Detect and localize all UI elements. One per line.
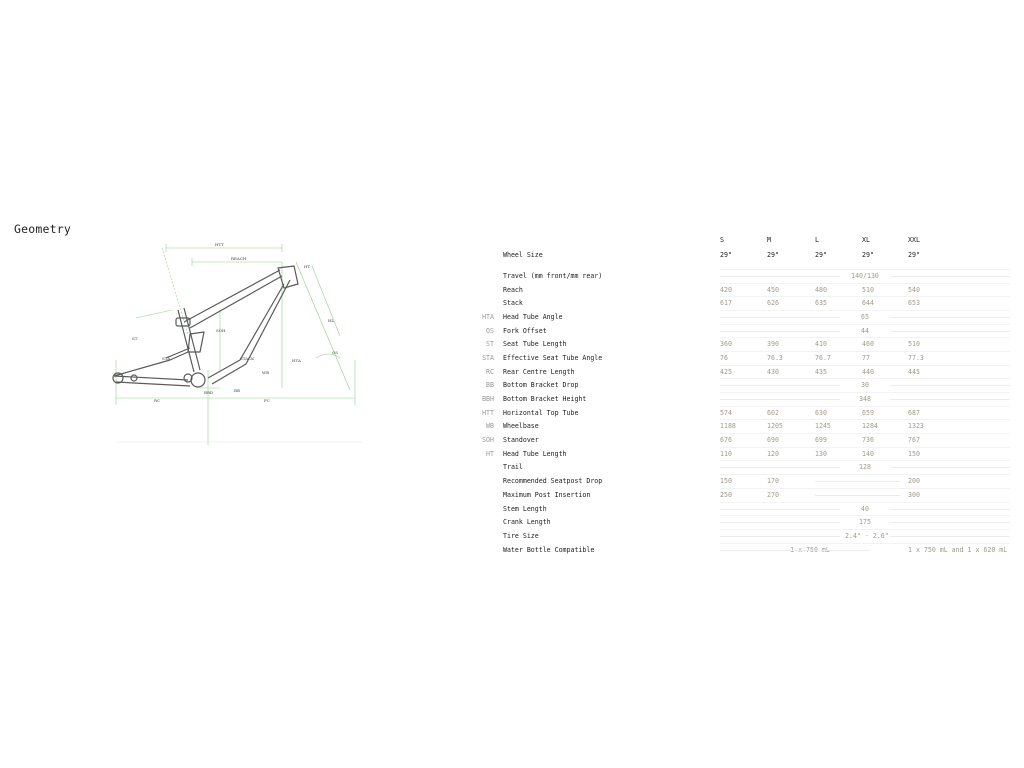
row-label: Travel (mm front/mm rear) xyxy=(503,272,603,280)
row-label: Crank Length xyxy=(503,518,551,526)
value-cell-xl: 140 xyxy=(862,450,874,458)
geometry-row xyxy=(0,544,1024,557)
span-line xyxy=(720,550,870,551)
value-cell-xxl: 200 xyxy=(908,477,920,485)
span-line xyxy=(890,317,1010,318)
value-cell-m: 29" xyxy=(767,251,779,259)
geometry-row xyxy=(0,461,1024,474)
value-cell-s: 617 xyxy=(720,299,732,307)
value-cell-s: 110 xyxy=(720,450,732,458)
value-cell-xl: 736 xyxy=(862,436,874,444)
span-line xyxy=(720,276,840,277)
value-cell-m: 390 xyxy=(767,340,779,348)
value-cell-m: 170 xyxy=(767,477,779,485)
diagram-label-soh: SOH xyxy=(216,328,226,333)
row-label: Tire Size xyxy=(503,532,539,540)
row-divider xyxy=(720,351,1010,352)
geometry-row xyxy=(0,379,1024,392)
value-cell-xl: 77 xyxy=(862,354,870,362)
size-header-l: L xyxy=(815,236,819,244)
row-label: Standover xyxy=(503,436,539,444)
value-cell-s: 360 xyxy=(720,340,732,348)
value-cell-m: 602 xyxy=(767,409,779,417)
value-cell-l: 76.7 xyxy=(815,354,831,362)
value-cell-xl: 644 xyxy=(862,299,874,307)
span-line xyxy=(890,331,1010,332)
value-cell-l: 480 xyxy=(815,286,827,294)
value-cell-l: 699 xyxy=(815,436,827,444)
row-label: Bottom Bracket Drop xyxy=(503,381,579,389)
row-abbreviation: HT xyxy=(486,450,494,458)
size-header-s: S xyxy=(720,236,724,244)
row-label: Stem Length xyxy=(503,505,547,513)
geometry-row xyxy=(0,530,1024,543)
value-cell-xl: 510 xyxy=(862,286,874,294)
value-cell-l: 410 xyxy=(815,340,827,348)
value-cell-s: 425 xyxy=(720,368,732,376)
span-line xyxy=(720,536,840,537)
span-line xyxy=(890,509,1010,510)
row-abbreviation: SOH xyxy=(482,436,494,444)
span-line xyxy=(720,331,840,332)
row-label: Bottom Bracket Height xyxy=(503,395,587,403)
row-abbreviation: RC xyxy=(486,368,494,376)
span-line xyxy=(890,399,1010,400)
value-cell-l: 635 xyxy=(815,299,827,307)
value-cell-xxl: 1323 xyxy=(908,422,924,430)
value-cell-xxl: 29" xyxy=(908,251,920,259)
diagram-label-wb: WB xyxy=(262,370,270,375)
row-divider xyxy=(720,283,1010,284)
diagram-label-ht: HT xyxy=(304,264,311,269)
row-divider xyxy=(720,406,1010,407)
value-cell-xxl: 150 xyxy=(908,450,920,458)
row-label: Wheel Size xyxy=(503,251,543,259)
row-label: Head Tube Length xyxy=(503,450,567,458)
value-cell-m: 690 xyxy=(767,436,779,444)
row-label: Rear Centre Length xyxy=(503,368,575,376)
row-divider xyxy=(720,488,1010,489)
row-abbreviation: BBH xyxy=(482,395,494,403)
row-divider xyxy=(720,324,1010,325)
shared-value: 128 xyxy=(859,463,871,471)
row-label: Wheelbase xyxy=(503,422,539,430)
geometry-row xyxy=(0,420,1024,433)
row-divider xyxy=(720,378,1010,379)
diagram-label-reach: REACH xyxy=(231,256,247,261)
row-label: Effective Seat Tube Angle xyxy=(503,354,603,362)
value-cell-s: 150 xyxy=(720,477,732,485)
value-cell-m: 76.3 xyxy=(767,354,783,362)
diagram-label-bb: BB xyxy=(234,388,240,393)
span-line xyxy=(890,276,1010,277)
diagram-label-os: OS xyxy=(332,350,339,355)
value-cell-xxl: 445 xyxy=(908,368,920,376)
diagram-label-fc: FC xyxy=(264,398,270,403)
row-abbreviation: HTT xyxy=(482,409,494,417)
value-cell-l: 130 xyxy=(815,450,827,458)
row-divider xyxy=(720,337,1010,338)
value-cell-xxl: 653 xyxy=(908,299,920,307)
span-line xyxy=(720,399,840,400)
row-divider xyxy=(720,543,1010,544)
size-header-xxl: XXL xyxy=(908,236,920,244)
shared-value: 1 x 750 mL and 1 x 620 mL xyxy=(908,546,1008,554)
value-cell-xxl: 77.3 xyxy=(908,354,924,362)
shared-value: 2.4" - 2.6" xyxy=(845,532,889,540)
value-cell-xxl: 510 xyxy=(908,340,920,348)
span-line xyxy=(720,317,840,318)
value-cell-l: 1245 xyxy=(815,422,831,430)
row-label: Stack xyxy=(503,299,523,307)
geometry-row xyxy=(0,338,1024,351)
shared-value: 40 xyxy=(861,505,869,513)
row-label: Horizontal Top Tube xyxy=(503,409,579,417)
value-cell-s: 250 xyxy=(720,491,732,499)
value-cell-m: 430 xyxy=(767,368,779,376)
row-divider xyxy=(720,515,1010,516)
diagram-label-sta: STA xyxy=(162,356,171,361)
value-cell-xl: 29" xyxy=(862,251,874,259)
shared-value: 30 xyxy=(861,381,869,389)
row-abbreviation: OS xyxy=(486,327,494,335)
span-line xyxy=(890,385,1010,386)
shared-value: 44 xyxy=(861,327,869,335)
span-line xyxy=(890,467,1010,468)
value-cell-xl: 659 xyxy=(862,409,874,417)
diagram-label-rc: RC xyxy=(154,398,161,403)
row-abbreviation: ST xyxy=(486,340,494,348)
row-label: Head Tube Angle xyxy=(503,313,563,321)
size-header-m: M xyxy=(767,236,771,244)
value-cell-l: 29" xyxy=(815,251,827,259)
value-cell-m: 450 xyxy=(767,286,779,294)
shared-value: 140/130 xyxy=(851,272,879,280)
row-label: Trail xyxy=(503,463,523,471)
page-title: Geometry xyxy=(14,222,71,236)
geometry-row xyxy=(0,270,1024,283)
shared-value: 348 xyxy=(859,395,871,403)
diagram-label-stack: STACK xyxy=(240,356,255,361)
value-cell-s: 420 xyxy=(720,286,732,294)
row-divider xyxy=(720,296,1010,297)
row-divider xyxy=(720,474,1010,475)
span-line xyxy=(890,522,1010,523)
geometry-row xyxy=(0,352,1024,365)
row-divider xyxy=(720,460,1010,461)
value-cell-s: 1188 xyxy=(720,422,736,430)
value-cell-m: 1205 xyxy=(767,422,783,430)
span-line xyxy=(720,467,840,468)
shared-value: 1 x 750 mL xyxy=(790,546,830,554)
diagram-label-st: ST xyxy=(132,336,138,341)
row-divider xyxy=(720,310,1010,311)
row-label: Maximum Post Insertion xyxy=(503,491,591,499)
value-cell-l: 630 xyxy=(815,409,827,417)
size-header-xl: XL xyxy=(862,236,870,244)
value-cell-m: 626 xyxy=(767,299,779,307)
row-abbreviation: BB xyxy=(486,381,494,389)
value-cell-xxl: 767 xyxy=(908,436,920,444)
value-cell-s: 29" xyxy=(720,251,732,259)
value-cell-s: 574 xyxy=(720,409,732,417)
row-divider xyxy=(720,502,1010,503)
span-line xyxy=(815,481,900,482)
value-cell-s: 676 xyxy=(720,436,732,444)
row-divider xyxy=(720,433,1010,434)
diagram-label-hta: HTA xyxy=(292,358,301,363)
geometry-row xyxy=(0,516,1024,529)
diagram-label-htt: HTT xyxy=(215,242,224,247)
span-line xyxy=(890,536,1010,537)
span-line xyxy=(720,509,840,510)
row-abbreviation: WB xyxy=(486,422,494,430)
geometry-row xyxy=(0,475,1024,488)
span-line xyxy=(720,385,840,386)
geometry-row xyxy=(0,311,1024,324)
value-cell-m: 120 xyxy=(767,450,779,458)
diagram-label-bbd: BBD xyxy=(204,390,214,395)
row-divider xyxy=(720,269,1010,270)
geometry-row xyxy=(0,489,1024,502)
row-divider xyxy=(720,529,1010,530)
value-cell-m: 270 xyxy=(767,491,779,499)
value-cell-xl: 440 xyxy=(862,368,874,376)
value-cell-xxl: 687 xyxy=(908,409,920,417)
value-cell-xl: 460 xyxy=(862,340,874,348)
row-label: Reach xyxy=(503,286,523,294)
geometry-row xyxy=(0,393,1024,406)
value-cell-xxl: 540 xyxy=(908,286,920,294)
shared-value: 65 xyxy=(861,313,869,321)
row-abbreviation: STA xyxy=(482,354,494,362)
value-cell-l: 435 xyxy=(815,368,827,376)
row-label: Fork Offset xyxy=(503,327,547,335)
row-divider xyxy=(720,447,1010,448)
diagram-label-hl: HL xyxy=(328,318,335,323)
value-cell-xxl: 300 xyxy=(908,491,920,499)
shared-value: 175 xyxy=(859,518,871,526)
row-divider xyxy=(720,419,1010,420)
value-cell-s: 76 xyxy=(720,354,728,362)
geometry-row xyxy=(0,249,1024,262)
span-line xyxy=(720,522,840,523)
row-divider xyxy=(720,365,1010,366)
geometry-row xyxy=(0,434,1024,447)
row-label: Water Bottle Compatible xyxy=(503,546,595,554)
row-label: Seat Tube Length xyxy=(503,340,567,348)
geometry-row xyxy=(0,297,1024,310)
row-label: Recommended Seatpost Drop xyxy=(503,477,603,485)
span-line xyxy=(815,495,900,496)
row-abbreviation: HTA xyxy=(482,313,494,321)
row-divider xyxy=(720,392,1010,393)
value-cell-xl: 1284 xyxy=(862,422,878,430)
